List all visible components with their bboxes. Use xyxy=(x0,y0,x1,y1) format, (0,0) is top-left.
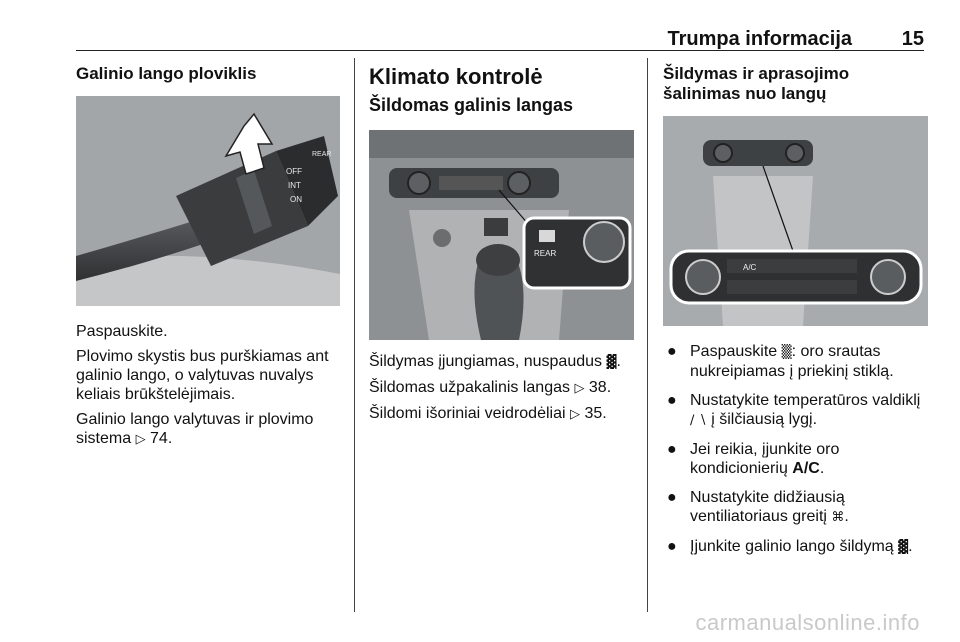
paragraph-rear-window-ref: Šildomas užpakalinis langas ▷ 38. xyxy=(369,379,612,396)
header-rule xyxy=(76,50,924,51)
defrost-steps-list xyxy=(663,342,928,557)
list-item: ● Įjunkite galinio lango šildymą ▓. xyxy=(667,538,913,555)
page-ref-icon: ▷ xyxy=(135,432,146,447)
page-ref-number: 35. xyxy=(584,405,607,422)
watermark: carmanualsonline.info xyxy=(695,610,920,635)
fan-icon: ⌘ xyxy=(831,510,845,525)
fig-label-rear-button: REAR xyxy=(534,249,557,258)
figure-wiper-stalk xyxy=(76,96,340,306)
paragraph-press: Paspauskite. xyxy=(76,323,168,340)
ac-label: A/C xyxy=(792,460,820,477)
figure-console-rear-button xyxy=(369,130,634,340)
ref-text: Galinio lango valytuvas ir plovimo sistema xyxy=(76,411,314,447)
temperature-dial-icon: ∕ ∖ xyxy=(690,413,707,428)
paragraph-washer-ref xyxy=(76,410,340,449)
fig-label-on: ON xyxy=(290,195,302,204)
paragraph-mirrors-ref: Šildomi išoriniai veidrodėliai ▷ 35. xyxy=(369,405,607,422)
header-title: Trumpa informacija xyxy=(667,28,852,50)
column-climate xyxy=(369,64,634,430)
fig-label-rear: REAR xyxy=(312,151,332,158)
list-item: ● Paspauskite ▒: oro srautas nukreipiamas į priekinį stiklą. xyxy=(667,343,894,380)
fig-label-off: OFF xyxy=(286,167,302,176)
list-item: ● Nustatykite didžiausią ventiliatoriaus greitį ⌘. xyxy=(667,489,849,525)
page-number: 15 xyxy=(901,28,924,50)
climate-panel-illustration xyxy=(663,116,928,326)
page-header xyxy=(76,26,924,50)
page-ref-icon: ▷ xyxy=(574,381,585,396)
rear-defrost-icon: ▓ xyxy=(898,540,909,555)
list-item: ● Jei reikia, įjunkite oro kondicionierių A/C. xyxy=(667,441,840,477)
subheading-heated-rear-window: Šildomas galinis langas xyxy=(369,95,574,115)
wiper-stalk-illustration xyxy=(76,96,340,306)
section-title-climate: Klimato kontrolė xyxy=(369,64,543,89)
windshield-defrost-icon: ▒ xyxy=(781,345,792,360)
page-ref-icon: ▷ xyxy=(569,407,580,422)
section-heading-defrost: Šildymas ir aprasojimo šalinimas nuo langų xyxy=(663,64,850,103)
page-ref-number: 38. xyxy=(588,379,612,396)
section-heading-rear-washer: Galinio lango ploviklis xyxy=(76,64,257,83)
paragraph-washer-desc: Plovimo skystis bus purškiamas ant galinio lango, o valytuvas nuvalys keliais brūkštelėjimais. xyxy=(76,348,329,403)
fig-label-ac: A/C xyxy=(743,263,757,272)
column-divider-1 xyxy=(354,58,355,612)
column-rear-washer xyxy=(76,64,340,455)
column-divider-2 xyxy=(647,58,648,612)
rear-defrost-icon: ▓ xyxy=(606,355,617,370)
list-item: ● Nustatykite temperatūros valdiklį ∕ ∖ į šilčiausią lygį. xyxy=(667,392,921,428)
column-defrost xyxy=(663,64,928,567)
figure-climate-panel xyxy=(663,116,928,326)
heating-on-text: Šildymas įjungiamas, nuspaudus xyxy=(369,353,607,370)
console-illustration xyxy=(369,130,634,340)
fig-label-int: INT xyxy=(288,181,301,190)
paragraph-heating-on: Šildymas įjungiamas, nuspaudus ▓. xyxy=(369,353,621,370)
page-ref-number: 74. xyxy=(150,430,173,447)
